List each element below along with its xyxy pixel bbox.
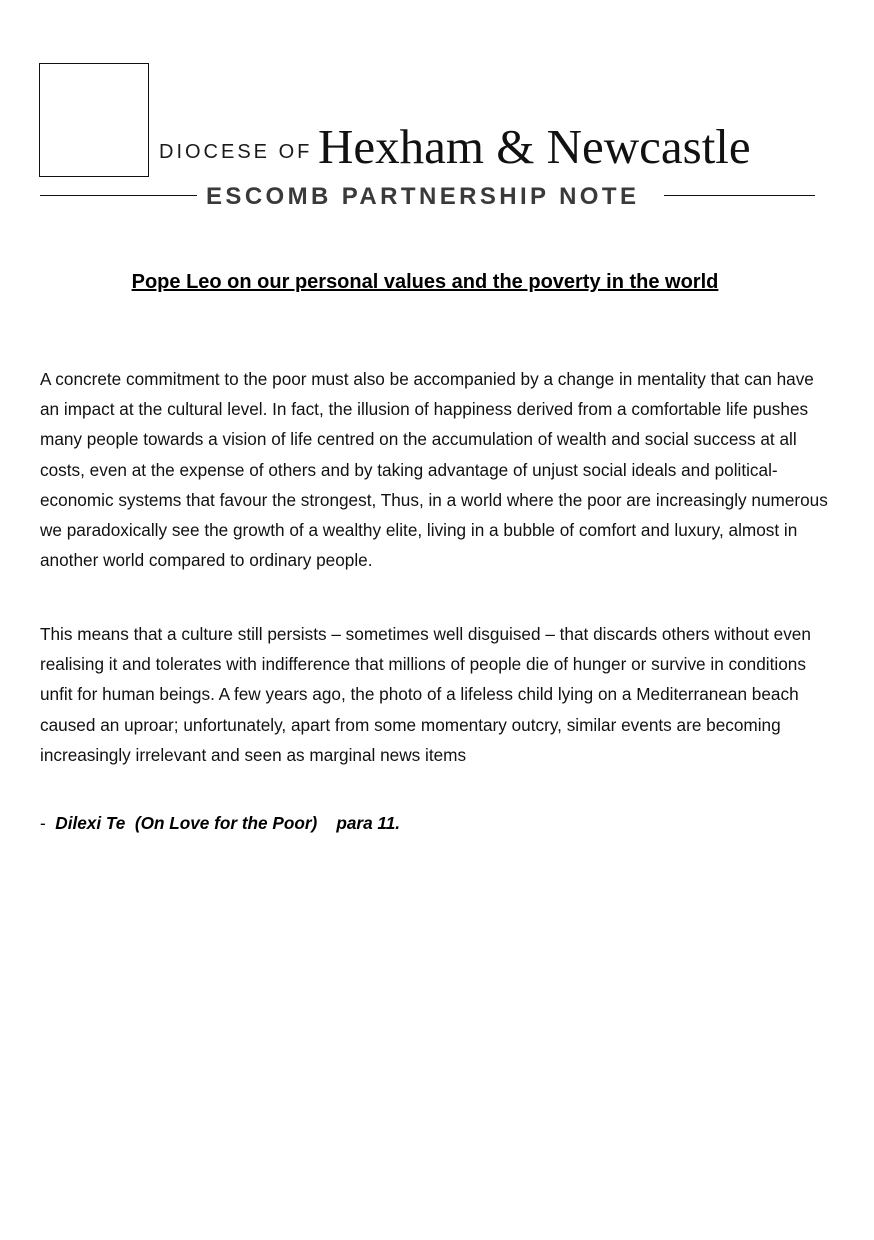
article-paragraph-2: This means that a culture still persists – sometimes well disguised – that discards others without even realising it and tolerates with indifference that millions of people die of hunger or survive in conditions unfit for human beings. A few years ago, the photo of a lifeless child lying on a Mediterranean beach caused an uproar; unfortunately, apart from some momentary outcry, similar events are becoming increasingly irrelevant and seen as marginal news items — [40, 624, 811, 765]
article-title: Pope Leo on our personal values and the poverty in the world — [131, 271, 719, 293]
diocese-name: Hexham & Newcastle — [318, 119, 751, 174]
diocese-logo-placeholder — [39, 63, 149, 177]
header-rule-right — [664, 195, 815, 196]
article-paragraph-1: A concrete commitment to the poor must also be accompanied by a change in mentality that can have an impact at the cultural level. In fact, the illusion of happiness derived from a comfortable life pushes many people towards a vision of life centred on the accumulation of wealth and social success at all costs, even at the expense of others and by taking advantage of unjust social ideals and political-economic systems that favour the strongest, Thus, in a world where the poor are increasingly numerous we paradoxically see the growth of a wealthy elite, living in a bubble of comfort and luxury, almost in another world compared to ordinary people. — [40, 369, 828, 571]
partnership-note-heading: ESCOMB PARTNERSHIP NOTE — [206, 183, 640, 210]
citation-source: Dilexi Te (On Love for the Poor) para 11. — [55, 813, 401, 833]
header-rule-left — [40, 195, 197, 196]
citation — [40, 813, 400, 834]
citation-dash: - — [40, 813, 56, 833]
diocese-prefix: DIOCESE OF — [159, 141, 313, 163]
